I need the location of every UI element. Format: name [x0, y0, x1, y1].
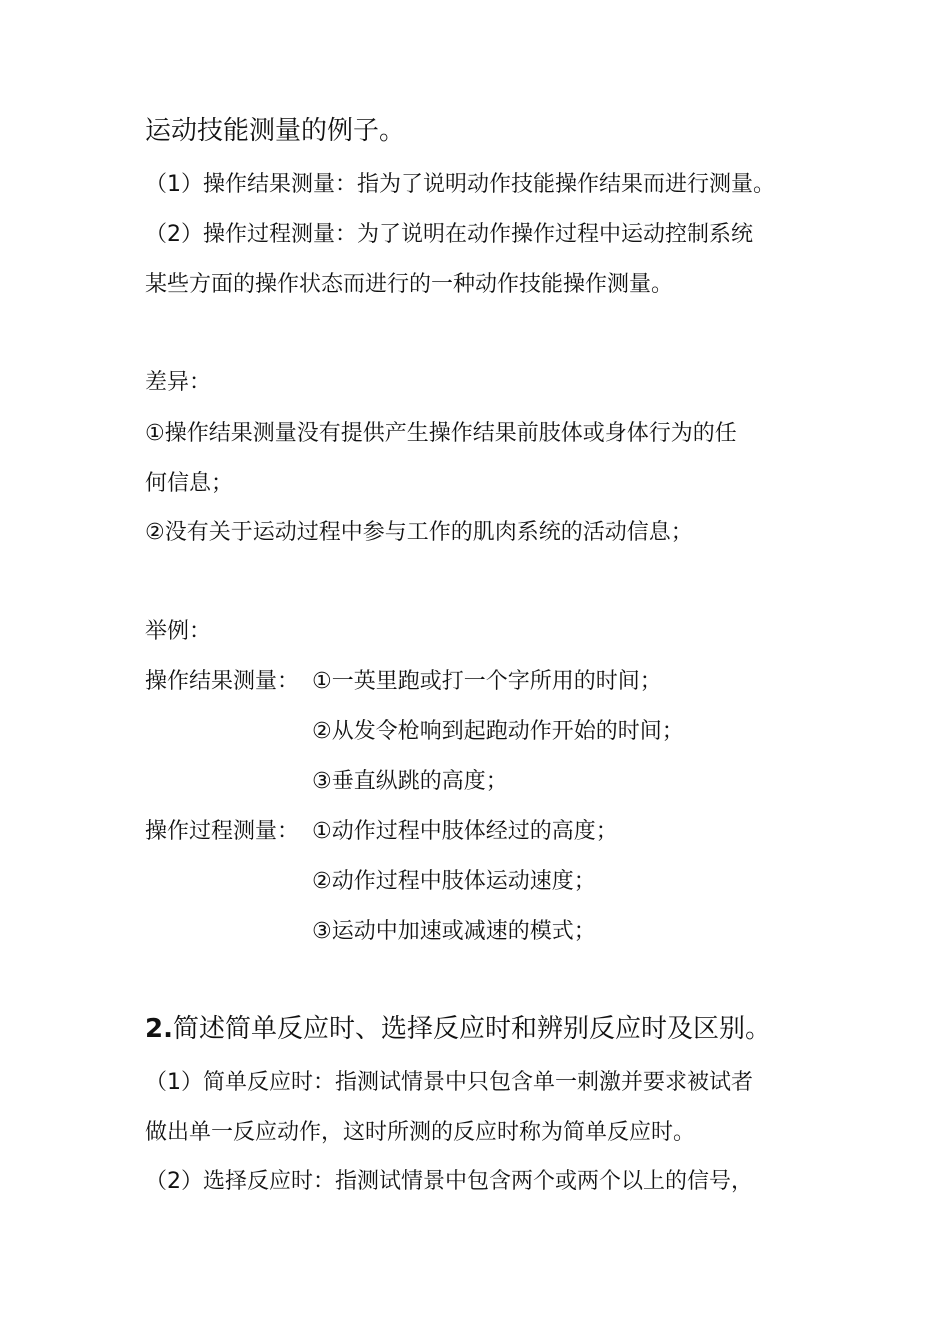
- examples-result-item-3: ③垂直纵跳的高度；: [312, 769, 508, 794]
- examples-label: 举例：: [145, 619, 212, 644]
- section2-heading-text: 简述简单反应时、选择反应时和辨别反应时及区别。: [172, 1014, 771, 1044]
- section2-number: 2.: [145, 1014, 173, 1044]
- section1-item2-line1: （2）操作过程测量：为了说明在动作操作过程中运动控制系统: [145, 222, 753, 247]
- examples-process-item-1: ①动作过程中肢体经过的高度；: [312, 819, 618, 844]
- differences-point1-line1: ①操作结果测量没有提供产生操作结果前肢体或身体行为的任: [145, 421, 737, 446]
- section1-item2-line2: 某些方面的操作状态而进行的一种动作技能操作测量。: [145, 272, 674, 297]
- section2-item1-line1: （1）简单反应时：指测试情景中只包含单一刺激并要求被试者: [145, 1070, 753, 1095]
- examples-result-item-2: ②从发令枪响到起跑动作开始的时间；: [312, 719, 684, 744]
- examples-process-prefix: 操作过程测量：: [145, 819, 300, 844]
- differences-label: 差异：: [145, 370, 212, 395]
- section2-item1-line2: 做出单一反应动作，这时所测的反应时称为简单反应时。: [145, 1120, 696, 1145]
- differences-point2: ②没有关于运动过程中参与工作的肌肉系统的活动信息；: [145, 520, 693, 545]
- section1-item1: （1）操作结果测量：指为了说明动作技能操作结果而进行测量。: [145, 172, 775, 197]
- section1-heading: 运动技能测量的例子。: [145, 116, 406, 146]
- section2-item2-line1: （2）选择反应时：指测试情景中包含两个或两个以上的信号，: [145, 1169, 753, 1194]
- differences-point1-line2: 何信息；: [145, 471, 234, 496]
- examples-result-item-1: ①一英里跑或打一个字所用的时间；: [312, 669, 662, 694]
- examples-process-item-3: ③运动中加速或减速的模式；: [312, 919, 596, 944]
- examples-result-prefix: 操作结果测量：: [145, 669, 300, 694]
- examples-process-item-2: ②动作过程中肢体运动速度；: [312, 869, 596, 894]
- section2-heading: [145, 1012, 771, 1046]
